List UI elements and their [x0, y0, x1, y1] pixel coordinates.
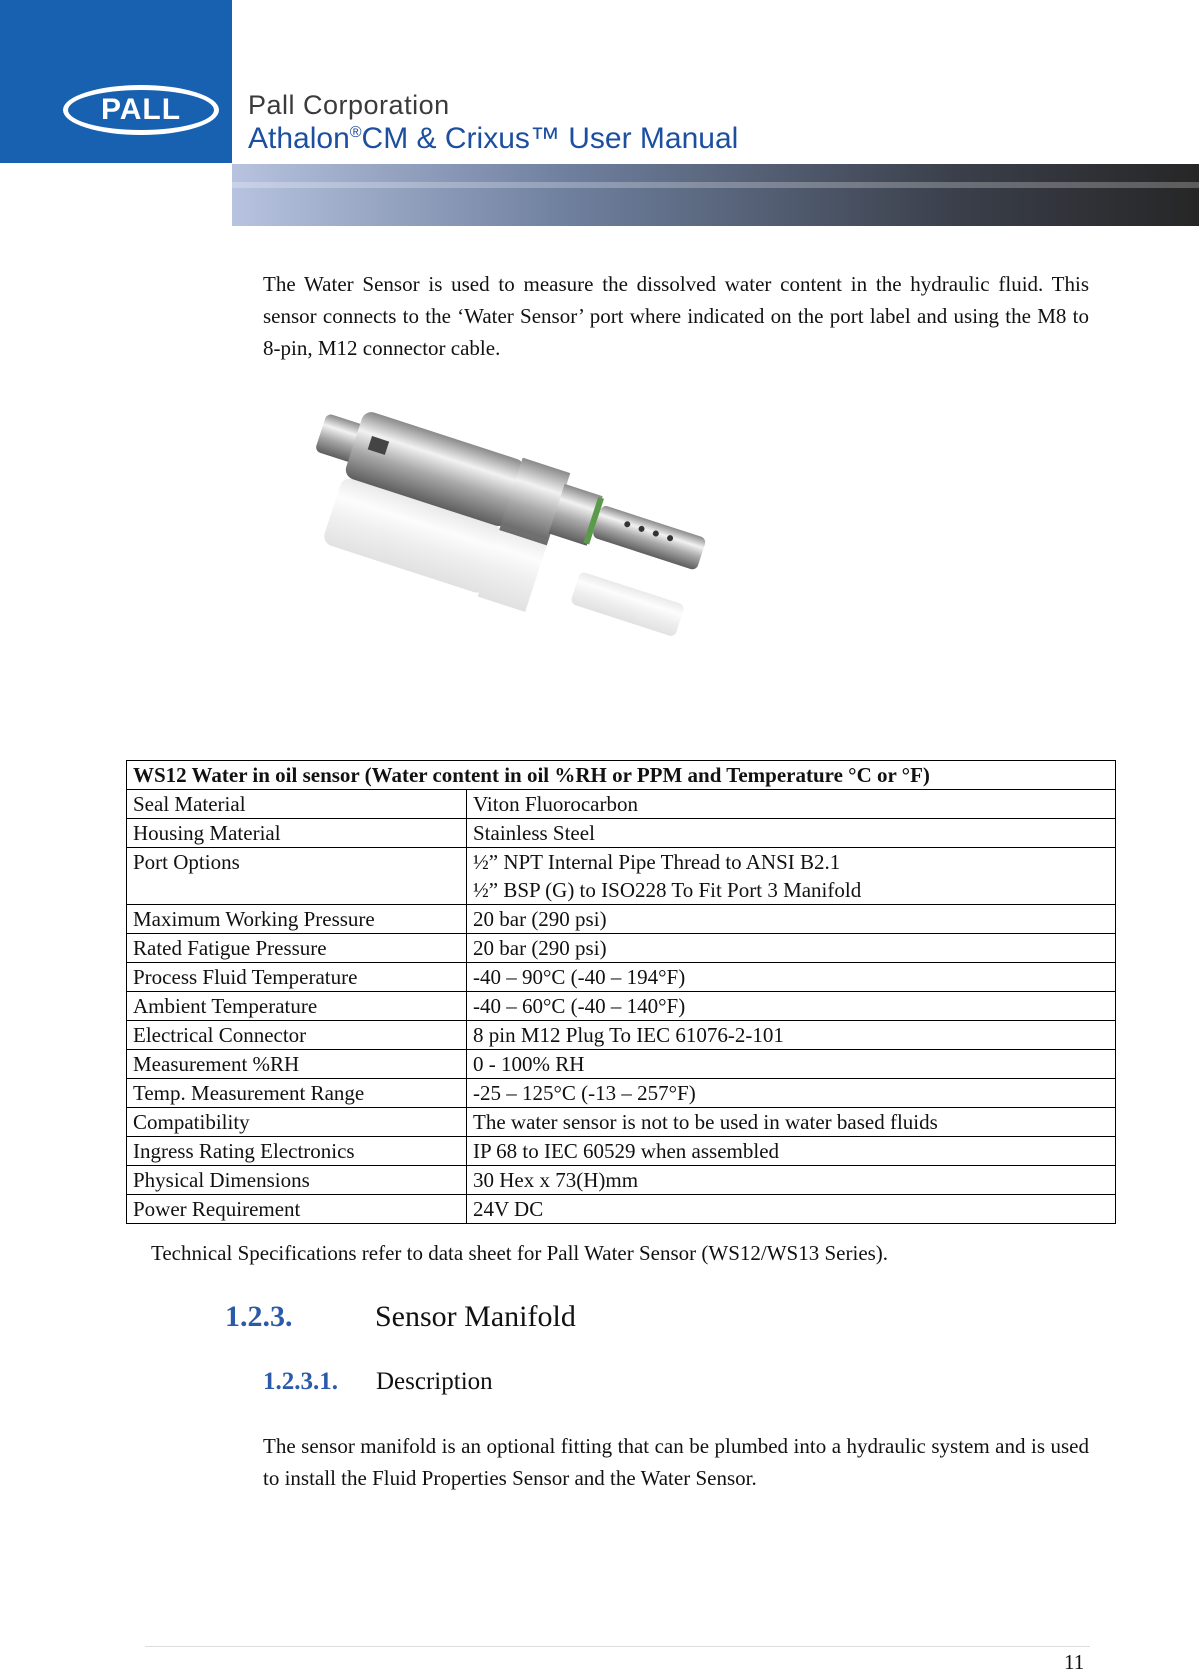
spec-value: 20 bar (290 psi) — [467, 934, 1116, 963]
table-row — [127, 1166, 1116, 1195]
spec-table-heading: WS12 Water in oil sensor (Water content in oil %RH or PPM and Temperature °C or °F) — [127, 761, 1116, 790]
section-number: 1.2.3. — [225, 1300, 293, 1333]
intro-paragraph: The Water Sensor is used to measure the dissolved water content in the hydraulic fluid. This sensor connects to the ‘Water Sensor’ port where indicated on the port label and using the M8 to 8-pin, M12 connector cable. — [263, 272, 1089, 360]
spec-key: Process Fluid Temperature — [127, 963, 467, 992]
spec-value: -40 – 60°C (-40 – 140°F) — [467, 992, 1116, 1021]
subsection-heading — [263, 1368, 493, 1396]
spec-key: Ambient Temperature — [127, 992, 467, 1021]
table-row — [127, 992, 1116, 1021]
table-row — [127, 905, 1116, 934]
spec-value: Viton Fluorocarbon — [467, 790, 1116, 819]
spec-key: Measurement %RH — [127, 1050, 467, 1079]
registered-mark: ® — [349, 124, 362, 141]
spec-value: 8 pin M12 Plug To IEC 61076-2-101 — [467, 1021, 1116, 1050]
spec-value: IP 68 to IEC 60529 when assembled — [467, 1137, 1116, 1166]
footer-divider — [145, 1646, 1090, 1647]
spec-key: Housing Material — [127, 819, 467, 848]
table-row — [127, 848, 1116, 905]
company-name: Pall Corporation — [248, 90, 450, 120]
spec-value: 30 Hex x 73(H)mm — [467, 1166, 1116, 1195]
spec-value-line: ½” BSP (G) to ISO228 To Fit Port 3 Manifold — [473, 878, 862, 902]
spec-key: Power Requirement — [127, 1195, 467, 1224]
spec-table — [126, 760, 1116, 1224]
spec-value — [467, 848, 1116, 905]
table-row — [127, 963, 1116, 992]
spec-key: Ingress Rating Electronics — [127, 1137, 467, 1166]
table-row — [127, 934, 1116, 963]
spec-table-heading-row — [127, 761, 1116, 790]
subsection-title: Description — [376, 1368, 493, 1395]
spec-value: The water sensor is not to be used in water based fluids — [467, 1108, 1116, 1137]
subsection-number: 1.2.3.1. — [263, 1368, 338, 1395]
table-row — [127, 790, 1116, 819]
spec-key: Temp. Measurement Range — [127, 1079, 467, 1108]
spec-value: -40 – 90°C (-40 – 194°F) — [467, 963, 1116, 992]
spec-key: Electrical Connector — [127, 1021, 467, 1050]
spec-key: Port Options — [127, 848, 467, 905]
title-main: Athalon — [248, 122, 350, 155]
table-row — [127, 1137, 1116, 1166]
logo-text: PALL — [100, 93, 182, 126]
water-sensor-image — [300, 410, 760, 720]
spec-key: Rated Fatigue Pressure — [127, 934, 467, 963]
table-caption: Technical Specifications refer to data sheet for Pall Water Sensor (WS12/WS13 Series). — [151, 1241, 889, 1265]
spec-value: 24V DC — [467, 1195, 1116, 1224]
description-paragraph: The sensor manifold is an optional fitting that can be plumbed into a hydraulic system and is used to install the Fluid Properties Sensor and the Water Sensor. — [263, 1434, 1089, 1490]
table-row — [127, 1050, 1116, 1079]
manual-title — [248, 122, 738, 156]
header-logo-block — [0, 0, 232, 163]
table-row — [127, 819, 1116, 848]
spec-value: 20 bar (290 psi) — [467, 905, 1116, 934]
spec-key: Seal Material — [127, 790, 467, 819]
table-row — [127, 1021, 1116, 1050]
spec-value: 0 - 100% RH — [467, 1050, 1116, 1079]
title-rest: CM & Crixus™ User Manual — [361, 122, 739, 155]
spec-key: Compatibility — [127, 1108, 467, 1137]
section-title: Sensor Manifold — [375, 1300, 576, 1333]
table-row — [127, 1079, 1116, 1108]
table-row — [127, 1108, 1116, 1137]
spec-value-line: ½” NPT Internal Pipe Thread to ANSI B2.1 — [473, 850, 841, 874]
spec-key: Physical Dimensions — [127, 1166, 467, 1195]
page-number: 11 — [1064, 1650, 1085, 1674]
pall-logo — [63, 85, 219, 135]
section-heading — [225, 1300, 576, 1334]
spec-value: -25 – 125°C (-13 – 257°F) — [467, 1079, 1116, 1108]
spec-value: Stainless Steel — [467, 819, 1116, 848]
header-gradient-bar — [232, 164, 1199, 226]
table-row — [127, 1195, 1116, 1224]
spec-key: Maximum Working Pressure — [127, 905, 467, 934]
